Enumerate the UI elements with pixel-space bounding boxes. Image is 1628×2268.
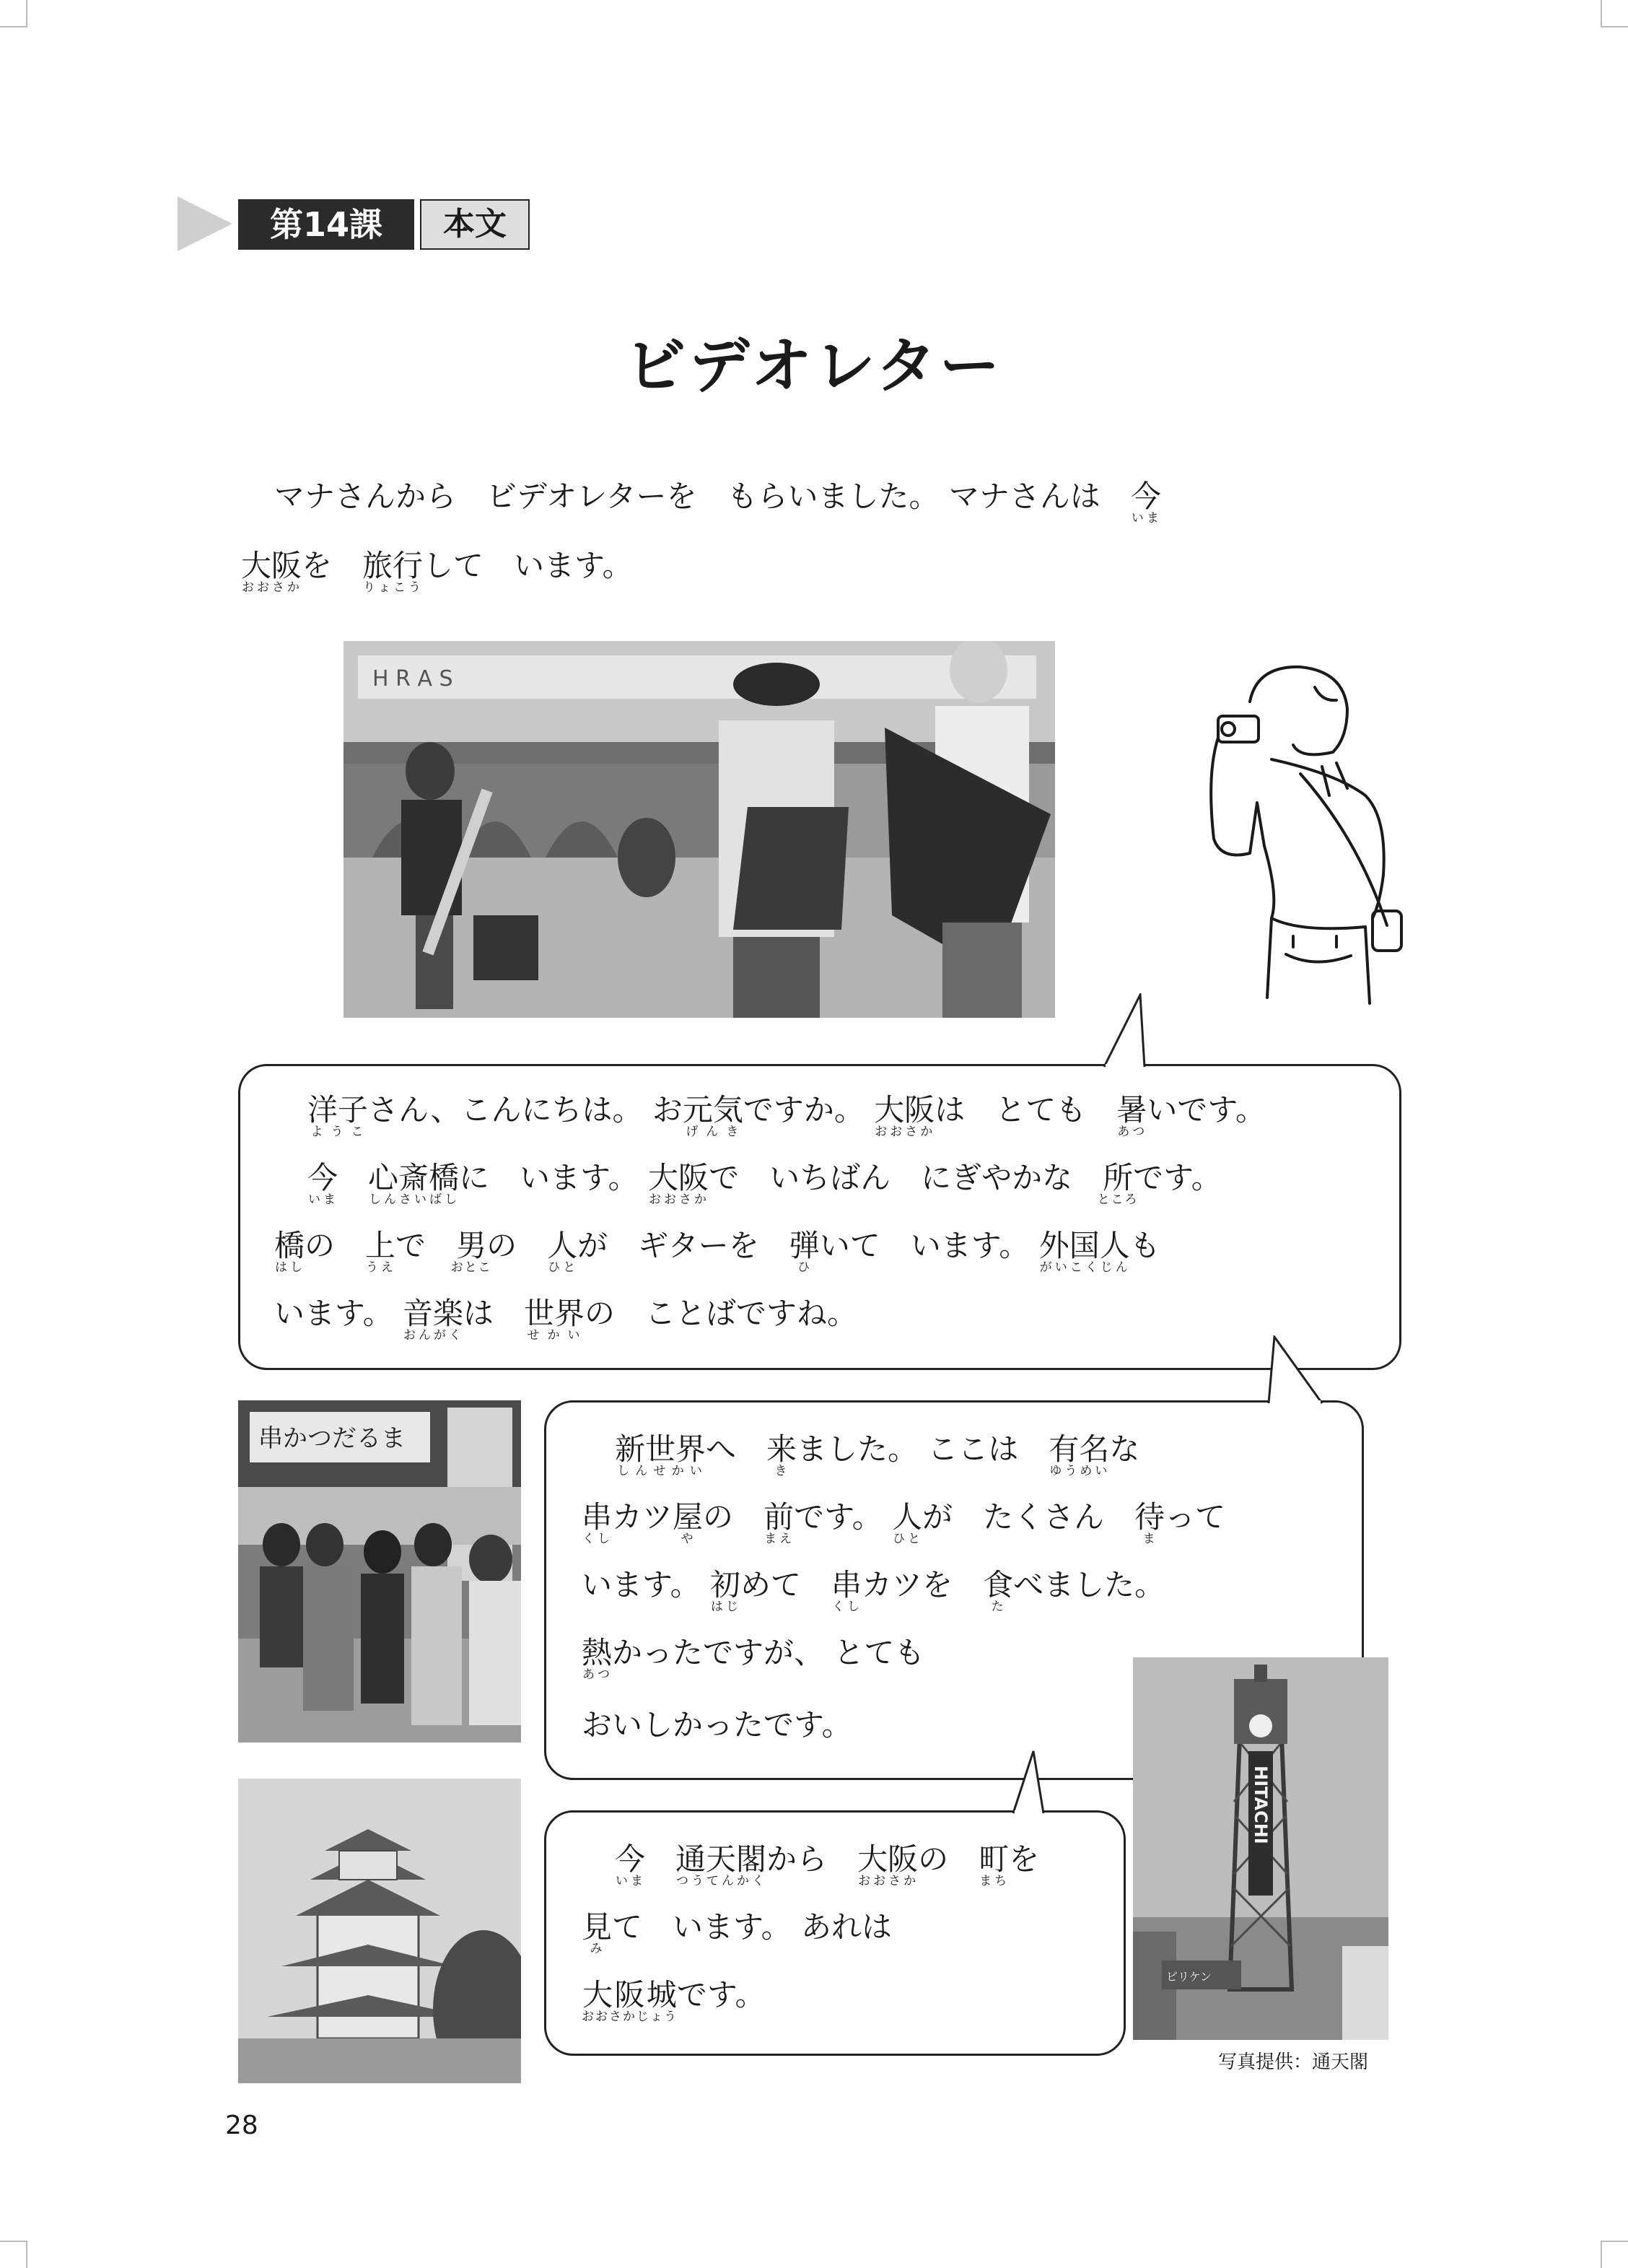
bubble2-line-2: 串くしカツ屋やの 前まえです。 人ひとが たくさん 待まって: [582, 1499, 1226, 1546]
intro-line-1: マナさんから ビデオレターを もらいました。 マナさんは 今いま: [274, 479, 1161, 525]
ruby-word: 旅行りょこう: [362, 548, 424, 595]
bubble2-line-3: います。 初はじめて 串くしカツを 食たべました。: [582, 1567, 1165, 1614]
bubble1-line-4: います。 音楽おんがくは 世界せかいの ことばですね。: [274, 1296, 858, 1343]
photo-kushikatsu-shop: [238, 1400, 521, 1743]
bubble1-line-3: 橋はしの 上うえで 男おとこの 人ひとが ギターを 弾ひいて います。 外国人がいこくじんも: [274, 1228, 1160, 1275]
camera-person-illustration: [1192, 658, 1406, 1016]
lesson-arrow-icon: [178, 196, 232, 251]
bubble2-line-1: 新世界しんせかいへ 来きました。 ここは 有名ゆうめいな: [615, 1431, 1140, 1478]
crop-mark-top-right: [1601, 0, 1628, 27]
page-title: ビデオレター: [625, 331, 1003, 401]
photo-credit: 写真提供：通天閣: [1218, 2051, 1369, 2073]
photo-tsutenkaku-tower: [1133, 1657, 1388, 2040]
bubble2-line-4: 熱あつかったですが、 とても: [582, 1635, 925, 1682]
photo-sign-text: 串かつだるま: [258, 1424, 406, 1453]
bubble1-line-1: 洋子ようこさん、こんにちは。 お元気げんきですか。 大阪おおさかは とても 暑あついです。: [307, 1092, 1266, 1139]
intro-line-2: 大阪おおさかを 旅行りょこうして います。: [241, 548, 633, 595]
speech-bubble-1-tail: [1103, 993, 1147, 1068]
speech-bubble-3-tail: [1012, 1750, 1046, 1815]
bubble1-line-2: 今いま 心斎橋しんさいばしに います。 大阪おおさかで いちばん にぎやかな 所ところです。: [307, 1160, 1222, 1207]
crop-mark-top-left: [0, 0, 27, 27]
photo-osaka-castle: [238, 1779, 521, 2083]
photo-sign-text: H R A S: [372, 666, 453, 692]
photo-tower-subtext: ビリケン: [1166, 1970, 1212, 1984]
bubble3-line-1: 今いま 通天閣つうてんかくから 大阪おおさかの 町まちを: [615, 1841, 1040, 1888]
photo-tower-sign-text: HITACHI: [1251, 1766, 1271, 1844]
crop-mark-bottom-left: [0, 2241, 27, 2268]
bubble3-line-3: 大阪城おおさかじょうです。: [582, 1977, 766, 2024]
page-number: 28: [225, 2111, 258, 2140]
section-label: 本文: [420, 199, 530, 250]
ruby-word: 大阪おおさか: [241, 548, 302, 595]
bubble2-line-5: おいしかったです。: [582, 1707, 852, 1743]
photo-street-musician: [343, 641, 1055, 1018]
bubble3-line-2: 見みて います。 あれは: [582, 1909, 893, 1956]
crop-mark-bottom-right: [1601, 2241, 1628, 2268]
speech-bubble-2-tail: [1267, 1335, 1325, 1405]
ruby-word: 今いま: [1130, 479, 1161, 525]
lesson-label: 第14課: [238, 199, 414, 250]
